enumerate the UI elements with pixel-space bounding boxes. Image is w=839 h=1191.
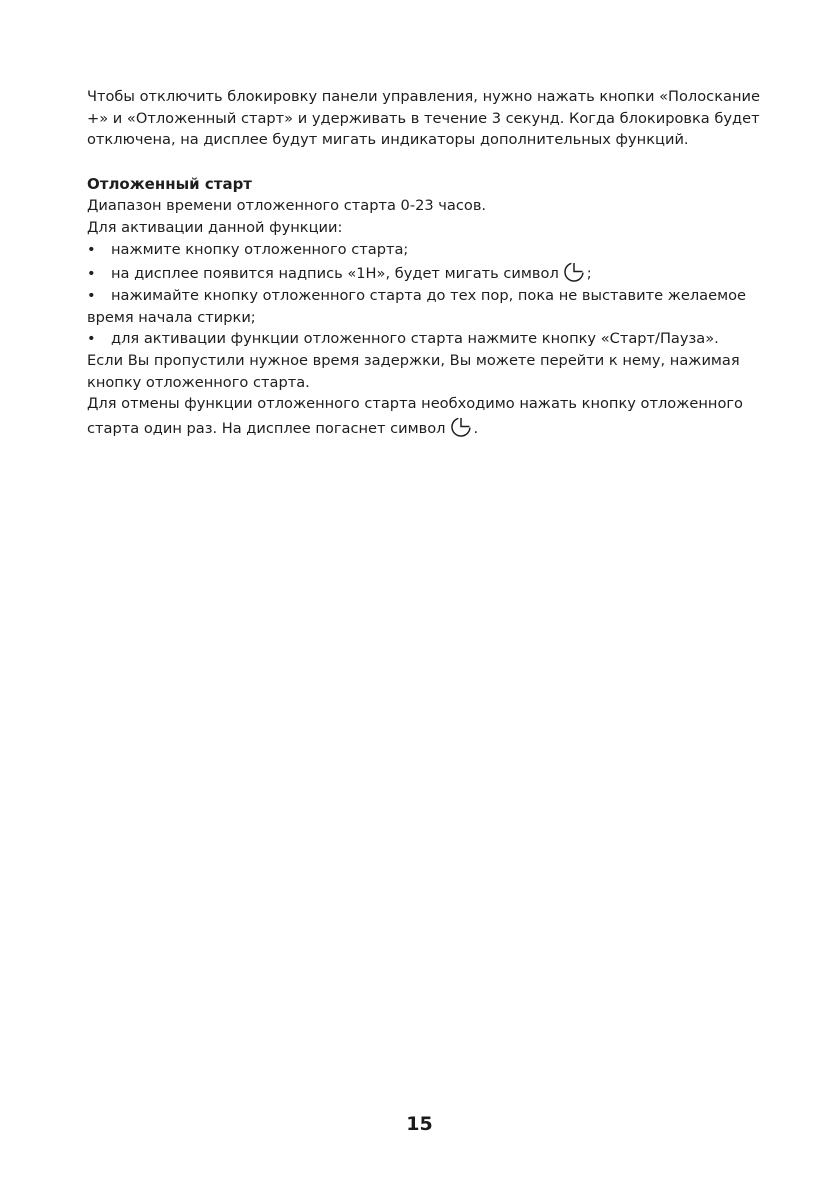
page-number: 15 bbox=[406, 1113, 433, 1135]
clock-icon bbox=[562, 260, 586, 284]
list-item-text: нажмите кнопку отложенного старта; bbox=[111, 240, 409, 258]
bullet-marker: • bbox=[87, 330, 96, 348]
clock-icon bbox=[449, 415, 473, 439]
page-content bbox=[87, 86, 762, 440]
cancel-paragraph bbox=[87, 393, 762, 439]
cancel-text: Для отмены функции отложенного старта необходимо нажать кнопку отложенного старта один раз. На дисплее погаснет символ bbox=[87, 395, 743, 438]
section-heading: Отложенный старт bbox=[87, 175, 252, 194]
list-item bbox=[87, 285, 762, 328]
list-item bbox=[87, 260, 762, 285]
activation-intro-text: Для активации данной функции: bbox=[87, 218, 343, 236]
intro-paragraph: Чтобы отключить блокировку панели управления, нужно нажать кнопки «Полоскание +» и «Отложенный старт» и удерживать в течение 3 секунд. Когда блокировка будет отключена, на дисплее будут мигать индикаторы дополнительных функций. bbox=[87, 88, 760, 149]
list-item bbox=[87, 328, 762, 350]
bullet-marker: • bbox=[87, 286, 96, 304]
list-item bbox=[87, 239, 762, 261]
delay-range-text: Диапазон времени отложенного старта 0-23 часов. bbox=[87, 197, 487, 215]
list-item-suffix: ; bbox=[586, 265, 592, 283]
bullet-marker: • bbox=[87, 240, 96, 258]
list-item-text: для активации функции отложенного старта нажмите кнопку «Старт/Пауза». bbox=[111, 330, 719, 348]
bullet-marker: • bbox=[87, 265, 96, 283]
cancel-suffix: . bbox=[473, 420, 479, 438]
list-item-text: нажимайте кнопку отложенного старта до тех пор, пока не выставите желаемое время начала стирки; bbox=[87, 286, 746, 326]
missed-time-text: Если Вы пропустили нужное время задержки, Вы можете перейти к нему, нажимая кнопку отложенного старта. bbox=[87, 352, 740, 391]
list-item-text: на дисплее появится надпись «1Н», будет мигать символ bbox=[111, 265, 559, 283]
